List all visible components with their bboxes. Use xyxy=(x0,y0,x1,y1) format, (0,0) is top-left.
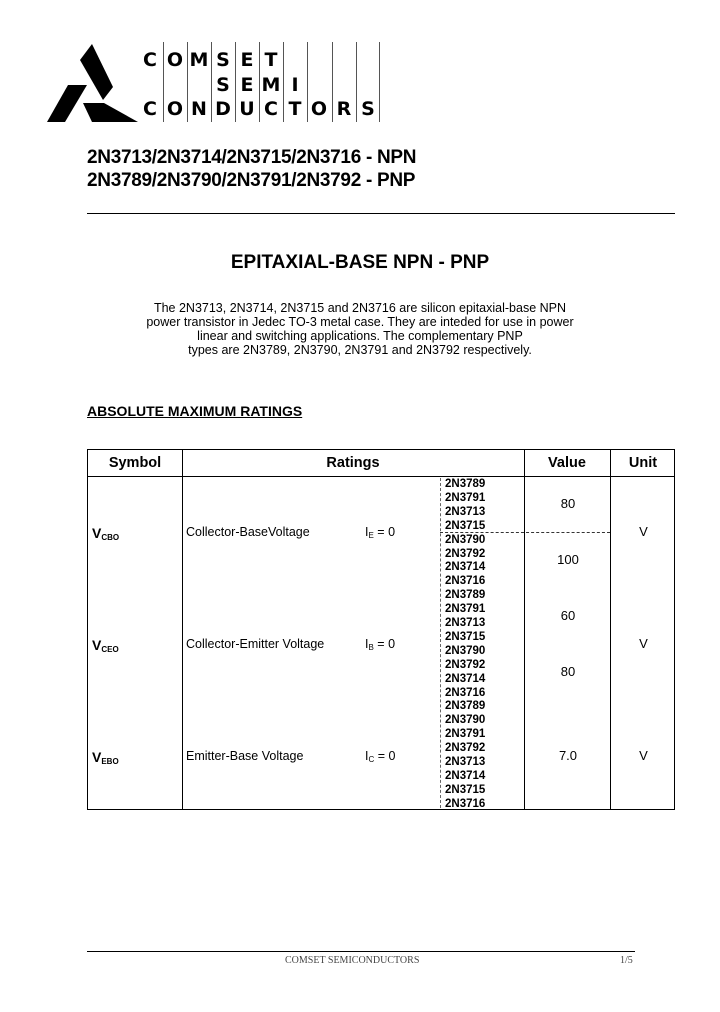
page-heading: EPITAXIAL-BASE NPN - PNP xyxy=(230,252,490,273)
parts-divider xyxy=(440,478,441,808)
part-number: 2N3714 xyxy=(445,561,486,574)
part-number: 2N3790 xyxy=(445,714,486,727)
part-number: 2N3791 xyxy=(445,728,486,741)
unit-cell: V xyxy=(639,524,648,539)
logo-letter: C xyxy=(143,98,157,120)
part-number: 2N3713 xyxy=(445,505,486,518)
rating-description: Collector-Emitter Voltage xyxy=(186,637,325,651)
column-header-ratings: Ratings xyxy=(326,455,380,471)
value-cell: 100 xyxy=(557,552,579,567)
rating-condition: $I_C = 0$ xyxy=(365,749,396,764)
part-number: 2N3792 xyxy=(445,658,486,671)
logo-letter: E xyxy=(240,49,254,71)
logo-letter: D xyxy=(215,98,231,120)
logo-letter: M xyxy=(261,74,281,96)
ratings-table xyxy=(87,449,675,810)
part-number: 2N3790 xyxy=(445,644,486,657)
logo-letter: S xyxy=(216,74,230,96)
part-number: 2N3715 xyxy=(445,519,486,532)
title-npn: 2N3713/2N3714/2N3715/2N3716 - NPN xyxy=(87,147,417,168)
part-number: 2N3713 xyxy=(445,756,486,768)
part-number: 2N3789 xyxy=(445,478,486,490)
unit-cell: V xyxy=(639,636,648,651)
part-number: 2N3791 xyxy=(445,491,486,504)
logo-letter: M xyxy=(189,49,209,71)
symbol-vebo: $V_{EBO}$ xyxy=(92,749,119,766)
part-number: 2N3716 xyxy=(445,686,486,699)
title-pnp: 2N3789/2N3790/2N3791/2N3792 - PNP xyxy=(87,170,416,191)
symbol-vceo: $V_{CEO}$ xyxy=(92,637,119,654)
logo-letter: R xyxy=(336,98,352,120)
value-cell: 80 xyxy=(560,496,576,511)
description-line: types are 2N3789, 2N3790, 2N3791 and 2N3792 respectively. xyxy=(188,343,532,357)
logo-letter: O xyxy=(166,49,184,71)
unit-cell: V xyxy=(639,748,648,763)
description xyxy=(130,301,590,357)
logo-letter: I xyxy=(291,74,299,96)
logo-letter: O xyxy=(310,98,328,120)
value-cell: 60 xyxy=(560,608,576,623)
part-number: 2N3716 xyxy=(445,575,486,588)
logo-letter: S xyxy=(361,98,375,120)
rating-condition: $I_E = 0$ xyxy=(365,525,396,540)
part-number: 2N3713 xyxy=(445,617,486,629)
description-line: linear and switching applications. The complementary PNP xyxy=(197,329,523,343)
part-number: 2N3716 xyxy=(445,797,486,810)
rating-condition: $I_B = 0$ xyxy=(365,637,396,652)
description-line: The 2N3713, 2N3714, 2N3715 and 2N3716 are silicon epitaxial-base NPN xyxy=(153,301,567,315)
part-number: 2N3715 xyxy=(445,630,486,643)
part-number: 2N3714 xyxy=(445,672,486,685)
part-number: 2N3792 xyxy=(445,547,486,560)
logo-letter: N xyxy=(191,98,207,120)
logo-letter: C xyxy=(143,49,157,71)
part-number: 2N3789 xyxy=(445,589,486,602)
description-line: power transistor in Jedec TO-3 metal case. They are inteded for use in power xyxy=(146,315,574,329)
column-header-value: Value xyxy=(548,455,586,471)
footer-company: COMSET SEMICONDUCTORS xyxy=(285,955,420,966)
symbol-vcbo: $V_{CBO}$ xyxy=(92,525,120,542)
part-number: 2N3791 xyxy=(445,603,486,616)
logo-letter: U xyxy=(239,98,255,120)
value-cell: 80 xyxy=(560,664,576,679)
part-number: 2N3715 xyxy=(445,783,486,796)
rating-description: Collector-BaseVoltage xyxy=(186,525,310,539)
part-number: 2N3714 xyxy=(445,769,486,782)
part-number: 2N3790 xyxy=(445,533,486,546)
page-number: 1/5 xyxy=(620,955,633,966)
logo-letter: C xyxy=(264,98,278,120)
footer-divider xyxy=(87,951,635,952)
column-header-unit: Unit xyxy=(628,455,658,471)
value-cell: 7.0 xyxy=(558,748,578,763)
column-header-symbol: Symbol xyxy=(108,455,162,471)
logo-triangle-icon xyxy=(40,40,140,125)
section-title: ABSOLUTE MAXIMUM RATINGS xyxy=(87,403,303,419)
header-divider xyxy=(87,213,675,214)
logo-letter: O xyxy=(166,98,184,120)
part-number: 2N3792 xyxy=(445,742,486,755)
logo-letter: E xyxy=(240,74,254,96)
logo-letter: S xyxy=(216,49,230,71)
rating-description: Emitter-Base Voltage xyxy=(186,749,304,763)
part-number: 2N3789 xyxy=(445,700,486,713)
logo-letter: T xyxy=(264,49,278,71)
logo-letter: T xyxy=(288,98,302,120)
